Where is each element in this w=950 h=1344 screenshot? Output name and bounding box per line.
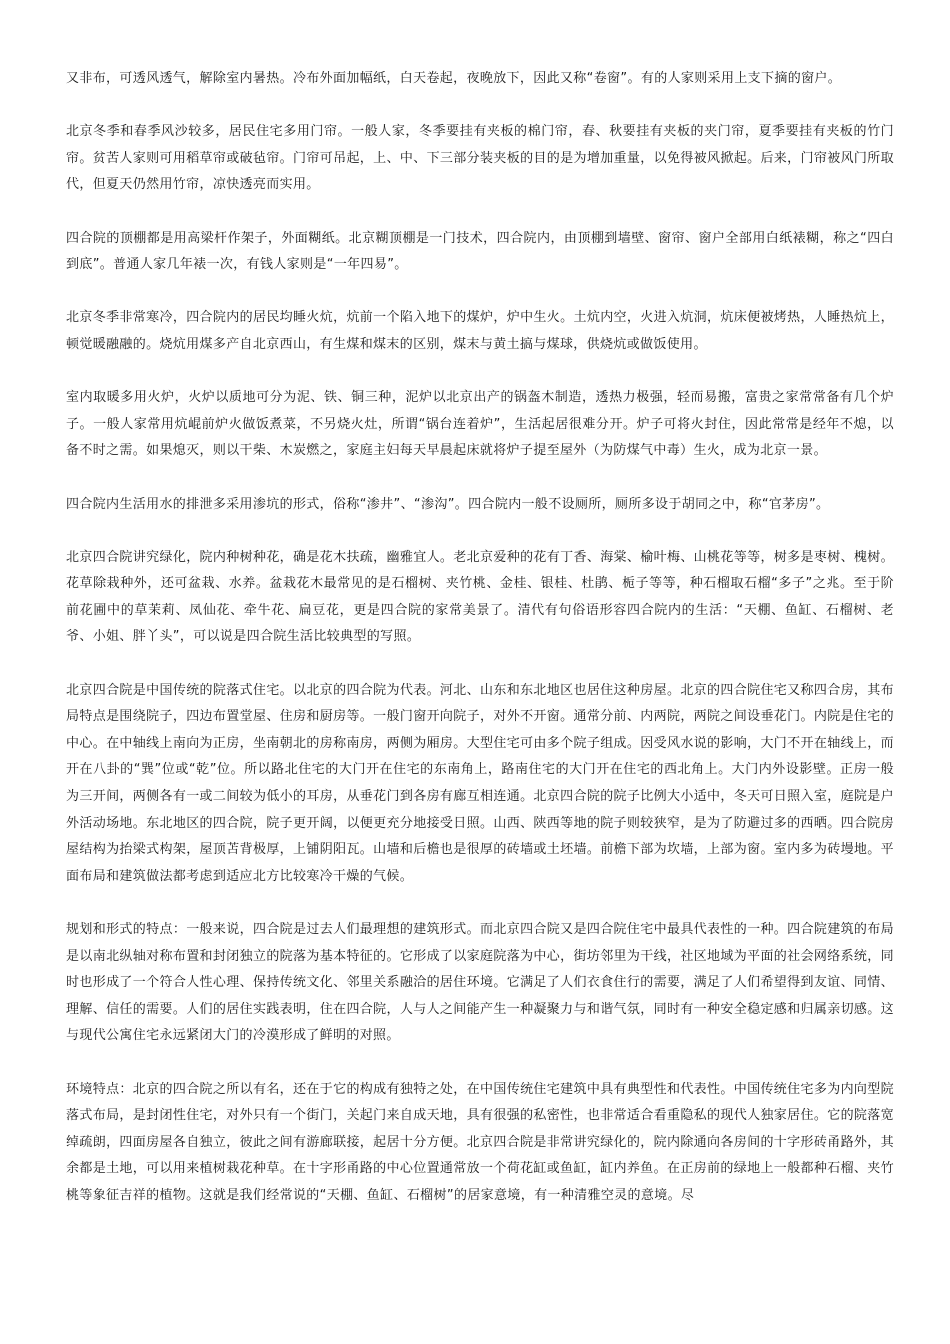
paragraph-door-curtain: 北京冬季和春季风沙较多，居民住宅多用门帘。一般人家，冬季要挂有夹板的棉门帘，春、秋要挂有夹板的夹门帘，夏季要挂有夹板的竹门帘。贫苦人家则可用稻草帘或破毡帘。门帘可吊起，上、中、下三部分装夹板的目的是为增加重量，以免得被风掀起。后来，门帘被风门所取代，但夏天仍然用竹帘，凉快透亮而实用。: [66, 124, 894, 193]
paragraph-kang-bed: 北京冬季非常寒冷，四合院内的居民均睡火炕，炕前一个陷入地下的煤炉，炉中生火。土炕内空，火进入炕洞，炕床便被烤热，人睡热炕上，顿觉暖融融的。烧炕用煤多产自北京西山，有生煤和煤末的区别，煤末与黄土搞与煤球，供烧炕或做饭使用。: [66, 310, 894, 352]
document-body: [66, 66, 894, 1236]
paragraph-planning-form: 规划和形式的特点：一般来说，四合院是过去人们最理想的建筑形式。而北京四合院又是四合院住宅中最具代表性的一种。四合院建筑的布局是以南北纵轴对称布置和封闭独立的院落为基本特征的。它形成了以家庭院落为中心，街坊邻里为干线，社区地域为平面的社会网络系统，同时也形成了一个符合人性心理、保持传统文化、邻里关系融洽的居住环境。它满足了人们衣食住行的需要，满足了人们希望得到友谊、同情、理解、信任的需要。人们的居住实践表明，住在四合院，人与人之间能产生一种凝聚力与和谐气氛，同时有一种安全稳定感和归属亲切感。这与现代公寓住宅永远紧闭大门的冷漠形成了鲜明的对照。: [66, 922, 894, 1044]
paragraph-greening: 北京四合院讲究绿化，院内种树种花，确是花木扶疏，幽雅宜人。老北京爱种的花有丁香、海棠、榆叶梅、山桃花等等，树多是枣树、槐树。花草除栽种外，还可盆栽、水养。盆栽花木最常见的是石榴树、夹竹桃、金桂、银桂、杜鹃、栀子等等，种石榴取石榴“多子”之兆。至于阶前花圃中的草茉莉、凤仙花、牵牛花、扁豆花，更是四合院的家常美景了。清代有句俗语形容四合院内的生活：“天棚、鱼缸、石榴树、老爷、小姐、胖丫头”，可以说是四合院生活比较典型的写照。: [66, 549, 894, 645]
paragraph-curtain-window: 又非布，可透风透气，解除室内暑热。冷布外面加幅纸，白天卷起，夜晚放下，因此又称“卷窗”。有的人家则采用上支下摘的窗户。: [66, 71, 842, 86]
paragraph-stove-heating: 室内取暖多用火炉，火炉以质地可分为泥、铁、铜三种，泥炉以北京出产的锅盔木制造，透热力极强，轻而易搬，富贵之家常常备有几个炉子。一般人家常用炕崐前炉火做饭煮菜，不另烧火灶，所谓“锅台连着炉”，生活起居很难分开。炉子可将火封住，因此常常是经年不熄，以备不时之需。如果熄灭，则以干柴、木炭燃之，家庭主妇每天早晨起床就将炉子提至屋外（为防煤气中毒）生火，成为北京一景。: [66, 390, 894, 459]
paragraph-environment: 环境特点：北京的四合院之所以有名，还在于它的构成有独特之处，在中国传统住宅建筑中具有典型性和代表性。中国传统住宅多为内向型院落式布局，是封闭性住宅，对外只有一个街门，关起门来自成天地，具有很强的私密性，也非常适合看重隐私的现代人独家居住。它的院落宽绰疏朗，四面房屋各自独立，彼此之间有游廊联接，起居十分方便。北京四合院是非常讲究绿化的，院内除通向各房间的十字形砖甬路外，其余都是土地，可以用来植树栽花种草。在十字形甬路的中心位置通常放一个荷花缸或鱼缸，缸内养鱼。在正房前的绿地上一般都种石榴、夹竹桃等象征吉祥的植物。这就是我们经常说的“天棚、鱼缸、石榴树”的居家意境，有一种清雅空灵的意境。尽: [66, 1081, 894, 1203]
paragraph-ceiling: 四合院的顶棚都是用高梁杆作架子，外面糊纸。北京糊顶棚是一门技术，四合院内，由顶棚到墙壁、窗帘、窗户全部用白纸裱糊，称之“四白到底”。普通人家几年裱一次，有钱人家则是“一年四易”。: [66, 230, 894, 273]
paragraph-courtyard-overview: 北京四合院是中国传统的院落式住宅。以北京的四合院为代表。河北、山东和东北地区也居住这种房屋。北京的四合院住宅又称四合房，其布局特点是围绕院子，四边布置堂屋、住房和厨房等。一般门窗开向院子，对外不开窗。通常分前、内两院，两院之间设垂花门。内院是住宅的中心。在中轴线上南向为正房，坐南朝北的房称南房，两侧为厢房。大型住宅可由多个院子组成。因受风水说的影响，大门不开在轴线上，而开在八卦的“巽”位或“乾”位。所以路北住宅的大门开在住宅的东南角上，路南住宅的大门开在住宅的西北角上。大门内外设影壁。正房一般为三开间，两侧各有一或二间较为低小的耳房，从垂花门到各房有廊互相连通。北京四合院的院子比例大小适中，冬天可日照入室，庭院是户外活动场地。东北地区的四合院，院子更开阔，以便更充分地接受日照。山西、陕西等地的院子则较狭窄，是为了防避过多的西晒。四合院房屋结构为抬梁式构架，屋顶苫背极厚，上铺阴阳瓦。山墙和后檐也是很厚的砖墙或土坯墙。前檐下部为坎墙，上部为窗。室内多为砖墁地。平面布局和建筑做法都考虑到适应北方比较寒冷干燥的气候。: [66, 682, 894, 884]
paragraph-drainage: 四合院内生活用水的排泄多采用渗坑的形式，俗称“渗井”、“渗沟”。四合院内一般不设厕所，厕所多设于胡同之中，称“官茅房”。: [66, 496, 830, 512]
